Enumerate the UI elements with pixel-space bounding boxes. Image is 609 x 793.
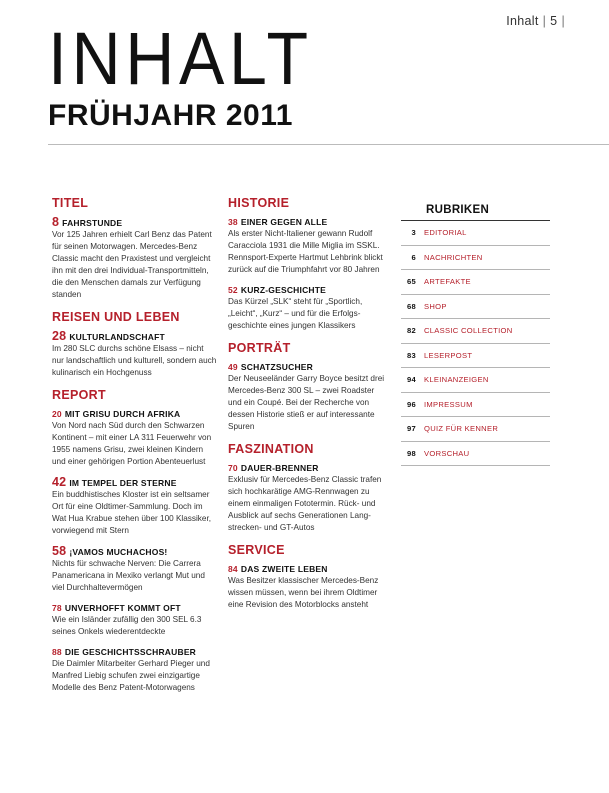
- page-title: INHALT: [48, 17, 313, 100]
- rubrik-page-number: 96: [406, 399, 416, 409]
- rubrik-item[interactable]: [401, 417, 550, 442]
- entry-page-number: 28: [52, 329, 67, 343]
- entry-head: [52, 603, 217, 614]
- article-entry[interactable]: [228, 463, 390, 534]
- section-title: FASZINATION: [228, 442, 314, 456]
- entry-page-number: 70: [228, 463, 238, 473]
- article-entry[interactable]: [52, 647, 217, 694]
- rubrik-label: EDITORIAL: [424, 228, 467, 238]
- entry-headline: SCHATZSUCHER: [240, 362, 313, 372]
- entry-teaser: Von Nord nach Süd durch den Schwarzen Kontinent – mit einer LA 311 Feuerwehr von 1955 namens Grisu, zwei kleinen Kindern und einer gehörigen Portion Abenteuerlust: [52, 421, 212, 466]
- entry-teaser: Das Kürzel „SLK“ steht für „Sportlich, „Leicht“, „Kurz“ – und für die Erfolgs-geschichte eines jungen Klassikers: [228, 297, 363, 330]
- article-entry[interactable]: [52, 409, 217, 468]
- section-report: [52, 388, 217, 694]
- entry-teaser: Die Daimler Mitarbeiter Gerhard Pieger und Manfred Liebig schufen zwei einzigartige Modelle des Benz Patent-Motorwagens: [52, 659, 210, 692]
- rubrik-page-number: 97: [406, 424, 416, 434]
- rubrik-page-number: 65: [406, 277, 416, 287]
- rubrik-item[interactable]: [401, 344, 550, 369]
- section-title: TITEL: [52, 196, 89, 210]
- rubrik-page-number: 83: [406, 350, 416, 360]
- section-historie: [228, 196, 390, 332]
- section-service: [228, 543, 390, 611]
- entry-page-number: 58: [52, 544, 67, 558]
- section-title: SERVICE: [228, 543, 285, 557]
- rubrik-item[interactable]: [401, 270, 550, 295]
- entry-headline: EINER GEGEN ALLE: [240, 217, 328, 227]
- entry-teaser: Exklusiv für Mercedes-Benz Classic trafen sich hochkarätige AMG-Rennwagen zu einem einmaligen Fototermin. Rück- und Ausblick auf sechs Generationen Lang-strecken- und GT-Autos: [228, 475, 382, 532]
- entry-teaser: Der Neuseeländer Garry Boyce besitzt drei Mercedes-Benz 300 SL – zwei Roadster und ein Coupé. Bei der Recherche von dessen Historie stieß er auf interessante Spuren: [228, 374, 385, 431]
- entry-headline: IM TEMPEL DER STERNE: [69, 478, 177, 488]
- entry-headline: KURZ-GESCHICHTE: [240, 285, 327, 295]
- divider: [48, 144, 609, 145]
- entry-head: [52, 331, 217, 343]
- rubrik-label: NACHRICHTEN: [424, 252, 483, 262]
- article-entry[interactable]: [228, 217, 390, 276]
- entry-head: [52, 546, 217, 558]
- entry-headline: DAUER-BRENNER: [240, 463, 319, 473]
- entry-page-number: 78: [52, 603, 62, 613]
- rubrik-label: SHOP: [424, 301, 447, 311]
- entry-teaser: Als erster Nicht-Italiener gewann Rudolf Caracciola 1931 die Mille Miglia im SSKL. Rennsport-Experte Hartmut Lehbrink blickt zurück auf die Triumphfahrt vor 80 Jahren: [228, 229, 383, 274]
- entry-teaser: Was Besitzer klassischer Mercedes-Benz wissen müssen, wenn bei ihrem Oldtimer eine Revision des Motorblocks ansteht: [228, 576, 379, 609]
- article-entry[interactable]: [52, 217, 217, 301]
- entry-head: [228, 285, 390, 296]
- rubrik-page-number: 6: [411, 252, 416, 262]
- entry-page-number: 52: [228, 285, 238, 295]
- entry-page-number: 49: [228, 362, 238, 372]
- entry-headline: UNVERHOFFT KOMMT OFT: [64, 603, 181, 613]
- section-portraet: [228, 341, 390, 433]
- entry-head: [228, 564, 390, 575]
- entry-head: [228, 463, 390, 474]
- article-entry[interactable]: [52, 477, 217, 537]
- rubrik-page-number: 3: [411, 228, 416, 238]
- rubriken-title: RUBRIKEN: [401, 204, 550, 221]
- entry-page-number: 8: [52, 215, 60, 229]
- rubrik-item[interactable]: [401, 393, 550, 418]
- article-entry[interactable]: [228, 362, 390, 433]
- rubrik-label: LESERPOST: [424, 350, 473, 360]
- rubrik-label: CLASSIC COLLECTION: [424, 326, 513, 336]
- rubrik-label: QUIZ FÜR KENNER: [424, 424, 499, 434]
- rubrik-page-number: 98: [406, 448, 416, 458]
- section-label: Inhalt: [506, 14, 539, 28]
- entry-headline: MIT GRISU DURCH AFRIKA: [64, 409, 181, 419]
- rubrik-page-number: 94: [406, 375, 416, 385]
- section-titel: [52, 196, 217, 301]
- separator: |: [542, 14, 547, 28]
- entry-headline: DAS ZWEITE LEBEN: [240, 564, 328, 574]
- entry-teaser: Wie ein Isländer zufällig den 300 SEL 6.3 seines Onkels wiederentdeckte: [52, 615, 202, 636]
- rubrik-item[interactable]: [401, 442, 550, 467]
- entry-head: [52, 647, 217, 658]
- entry-head: [52, 217, 217, 229]
- rubrik-item[interactable]: [401, 295, 550, 320]
- entry-teaser: Vor 125 Jahren erhielt Carl Benz das Patent für seinen Motorwagen. Mercedes-Benz Classic macht den Praxistest und vergleicht ihn mit den drei Individual-Transportmitteln, die den Menschen damals zur Verfügung standen: [52, 230, 212, 299]
- rubrik-page-number: 68: [406, 301, 416, 311]
- entry-head: [228, 362, 390, 373]
- section-reisen: [52, 310, 217, 379]
- rubrik-label: IMPRESSUM: [424, 399, 473, 409]
- section-title: HISTORIE: [228, 196, 290, 210]
- column-left: [52, 196, 217, 703]
- entry-headline: FAHRSTUNDE: [62, 218, 123, 228]
- rubrik-label: KLEINANZEIGEN: [424, 375, 489, 385]
- rubrik-page-number: 82: [406, 326, 416, 336]
- column-middle: [228, 196, 390, 620]
- entry-head: [52, 409, 217, 420]
- section-title: REISEN UND LEBEN: [52, 310, 180, 324]
- rubrik-item[interactable]: [401, 319, 550, 344]
- entry-head: [228, 217, 390, 228]
- section-title: PORTRÄT: [228, 341, 291, 355]
- rubrik-item[interactable]: [401, 221, 550, 246]
- entry-headline: KULTURLANDSCHAFT: [69, 332, 165, 342]
- entry-teaser: Ein buddhistisches Kloster ist ein seltsamer Ort für eine Oldtimer-Sammlung. Doch im Wat Hua Krabue stehen über 100 Klassiker, vorwiegend mit Stern: [52, 490, 211, 535]
- rubrik-label: ARTEFAKTE: [424, 277, 471, 287]
- page-number: 5: [550, 14, 558, 28]
- issue-subtitle: FRÜHJAHR 2011: [48, 99, 293, 132]
- article-entry[interactable]: [52, 331, 217, 379]
- entry-teaser: Im 280 SLC durchs schöne Elsass – nicht nur landschaftlich und kulturell, sondern auch kulinarisch ein Hochgenuss: [52, 344, 217, 377]
- entry-page-number: 88: [52, 647, 62, 657]
- rubrik-item[interactable]: [401, 246, 550, 271]
- entry-teaser: Nichts für schwache Nerven: Die Carrera Panamericana in Mexiko verlangt Mut und viel Durchhaltevermögen: [52, 559, 205, 592]
- entry-head: [52, 477, 217, 489]
- entry-page-number: 38: [228, 217, 238, 227]
- article-entry[interactable]: [52, 603, 217, 638]
- entry-page-number: 20: [52, 409, 62, 419]
- section-faszination: [228, 442, 390, 534]
- entry-page-number: 84: [228, 564, 238, 574]
- rubrik-item[interactable]: [401, 368, 550, 393]
- article-entry[interactable]: [228, 564, 390, 611]
- page-header-meta: [506, 14, 569, 28]
- rubrik-label: VORSCHAU: [424, 448, 470, 458]
- rubriken-box: [401, 204, 550, 466]
- article-entry[interactable]: [228, 285, 390, 332]
- separator: |: [561, 14, 565, 28]
- entry-headline: ¡VAMOS MUCHACHOS!: [69, 547, 168, 557]
- article-entry[interactable]: [52, 546, 217, 594]
- entry-page-number: 42: [52, 475, 67, 489]
- section-title: REPORT: [52, 388, 106, 402]
- entry-headline: DIE GESCHICHTSSCHRAUBER: [64, 647, 197, 657]
